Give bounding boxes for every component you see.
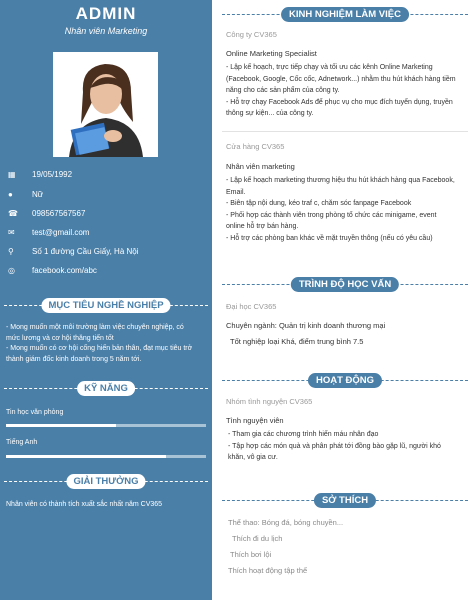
objective-heading xyxy=(0,298,212,314)
job-position: Online Marketing Specialist xyxy=(226,49,317,58)
calendar-icon: ▦ xyxy=(8,170,16,179)
location-icon: ⚲ xyxy=(8,247,14,256)
contact-text: Số 1 đường Cầu Giấy, Hà Nội xyxy=(32,247,139,256)
skill-name: Tiếng Anh xyxy=(6,439,38,446)
skills-heading xyxy=(0,381,212,397)
education-major: Chuyên ngành: Quản trị kinh doanh thương mại xyxy=(226,321,386,330)
school-name: Đại học CV365 xyxy=(226,302,277,311)
contact-text: 19/05/1992 xyxy=(32,170,73,179)
hobby-item: Thích đi du lịch xyxy=(232,534,283,543)
section-title: GIẢI THƯỞNG xyxy=(66,474,145,489)
profile-photo xyxy=(53,52,158,157)
hobby-item: Thể thao: Bóng đá, bóng chuyền... xyxy=(228,518,344,527)
globe-icon: ◎ xyxy=(8,266,15,275)
awards-heading xyxy=(0,474,212,490)
awards-text: Nhân viên có thành tích xuất sắc nhất năm CV365 xyxy=(6,501,163,508)
person-icon: ● xyxy=(8,190,13,199)
company-name: Cửa hàng CV365 xyxy=(226,142,285,151)
job-position: Nhân viên marketing xyxy=(226,162,295,171)
contact-email xyxy=(8,228,89,237)
experience-heading xyxy=(222,7,468,23)
contact-gender xyxy=(8,190,43,199)
left-sidebar xyxy=(0,0,212,600)
activities-heading xyxy=(222,373,468,389)
hobby-item: Thích hoạt động tập thể xyxy=(228,566,308,575)
contact-address xyxy=(8,247,139,256)
education-heading xyxy=(222,277,468,293)
section-title: MỤC TIÊU NGHỀ NGHIỆP xyxy=(41,298,170,313)
section-title: SỞ THÍCH xyxy=(314,493,376,508)
activity-description: - Tham gia các chương trình hiến máu nhân đạo - Tập hợp các món quà và phân phát tới đồng bào gặp lũ, người khó khăn, vô gia cư. xyxy=(228,431,441,461)
hobby-item: Thích bơi lội xyxy=(230,550,272,559)
skill-bar xyxy=(6,455,206,458)
profile-role: Nhân viên Marketing xyxy=(64,26,148,36)
objective-text: - Mong muốn một môi trường làm việc chuyên nghiệp, có mức lương và cơ hội thăng tiến tốt - Mong muốn có cơ hội cống hiến bản thân, đạt mục tiêu trở thành giám đốc kinh doanh trong 5 năm tới. xyxy=(6,324,193,363)
profile-name: ADMIN xyxy=(75,4,137,23)
company-name: Công ty CV365 xyxy=(226,30,277,39)
skill-name: Tin học văn phòng xyxy=(6,409,64,416)
skill-bar xyxy=(6,424,206,427)
hobbies-heading xyxy=(222,493,468,509)
activity-org: Nhóm tình nguyện CV365 xyxy=(226,397,313,406)
contact-text[interactable]: test@gmail.com xyxy=(32,228,90,237)
contact-website xyxy=(8,266,97,275)
divider xyxy=(222,131,468,132)
contact-text: Nữ xyxy=(32,190,44,199)
email-icon: ✉ xyxy=(8,228,15,237)
section-title: HOẠT ĐỘNG xyxy=(308,373,382,388)
job-description: - Lập kế hoạch, trực tiếp chạy và tối ưu các kênh Online Marketing (Facebook, Google, Cốc cốc, Adnetwork...) nhằm thu hút khách hàng tiềm năng cho các sản phẩm của công ty. - Hỗ trợ chạy Facebook Ads để phục vụ cho mục đích tuyển dụng, truyền thông sự kiện... của công ty. xyxy=(226,64,456,117)
job-description: - Lập kế hoạch marketing thương hiệu thu hút khách hàng qua Facebook, Email. - Biên tập nội dung, kéo traf c, chăm sóc fanpage Facebook - Phối hợp các thành viên trong phòng tổ chức các minigame, event online hỗ trợ bán hàng. - Hỗ trợ các phòng ban khác về mặt truyền thông (nếu có yêu cầu) xyxy=(226,177,455,242)
contact-text[interactable]: 098567567567 xyxy=(32,209,86,218)
contact-text[interactable]: facebook.com/abc xyxy=(32,266,97,275)
contact-birthday xyxy=(8,170,72,179)
section-title: KINH NGHIỆM LÀM VIỆC xyxy=(281,7,409,22)
section-title: KỸ NĂNG xyxy=(77,381,135,396)
section-title: TRÌNH ĐỘ HỌC VẤN xyxy=(291,277,399,292)
education-grade: Tốt nghiệp loại Khá, điểm trung bình 7.5 xyxy=(230,337,364,346)
activity-position: Tình nguyện viên xyxy=(226,416,284,425)
contact-phone xyxy=(8,209,85,218)
phone-icon: ☎ xyxy=(8,209,18,218)
